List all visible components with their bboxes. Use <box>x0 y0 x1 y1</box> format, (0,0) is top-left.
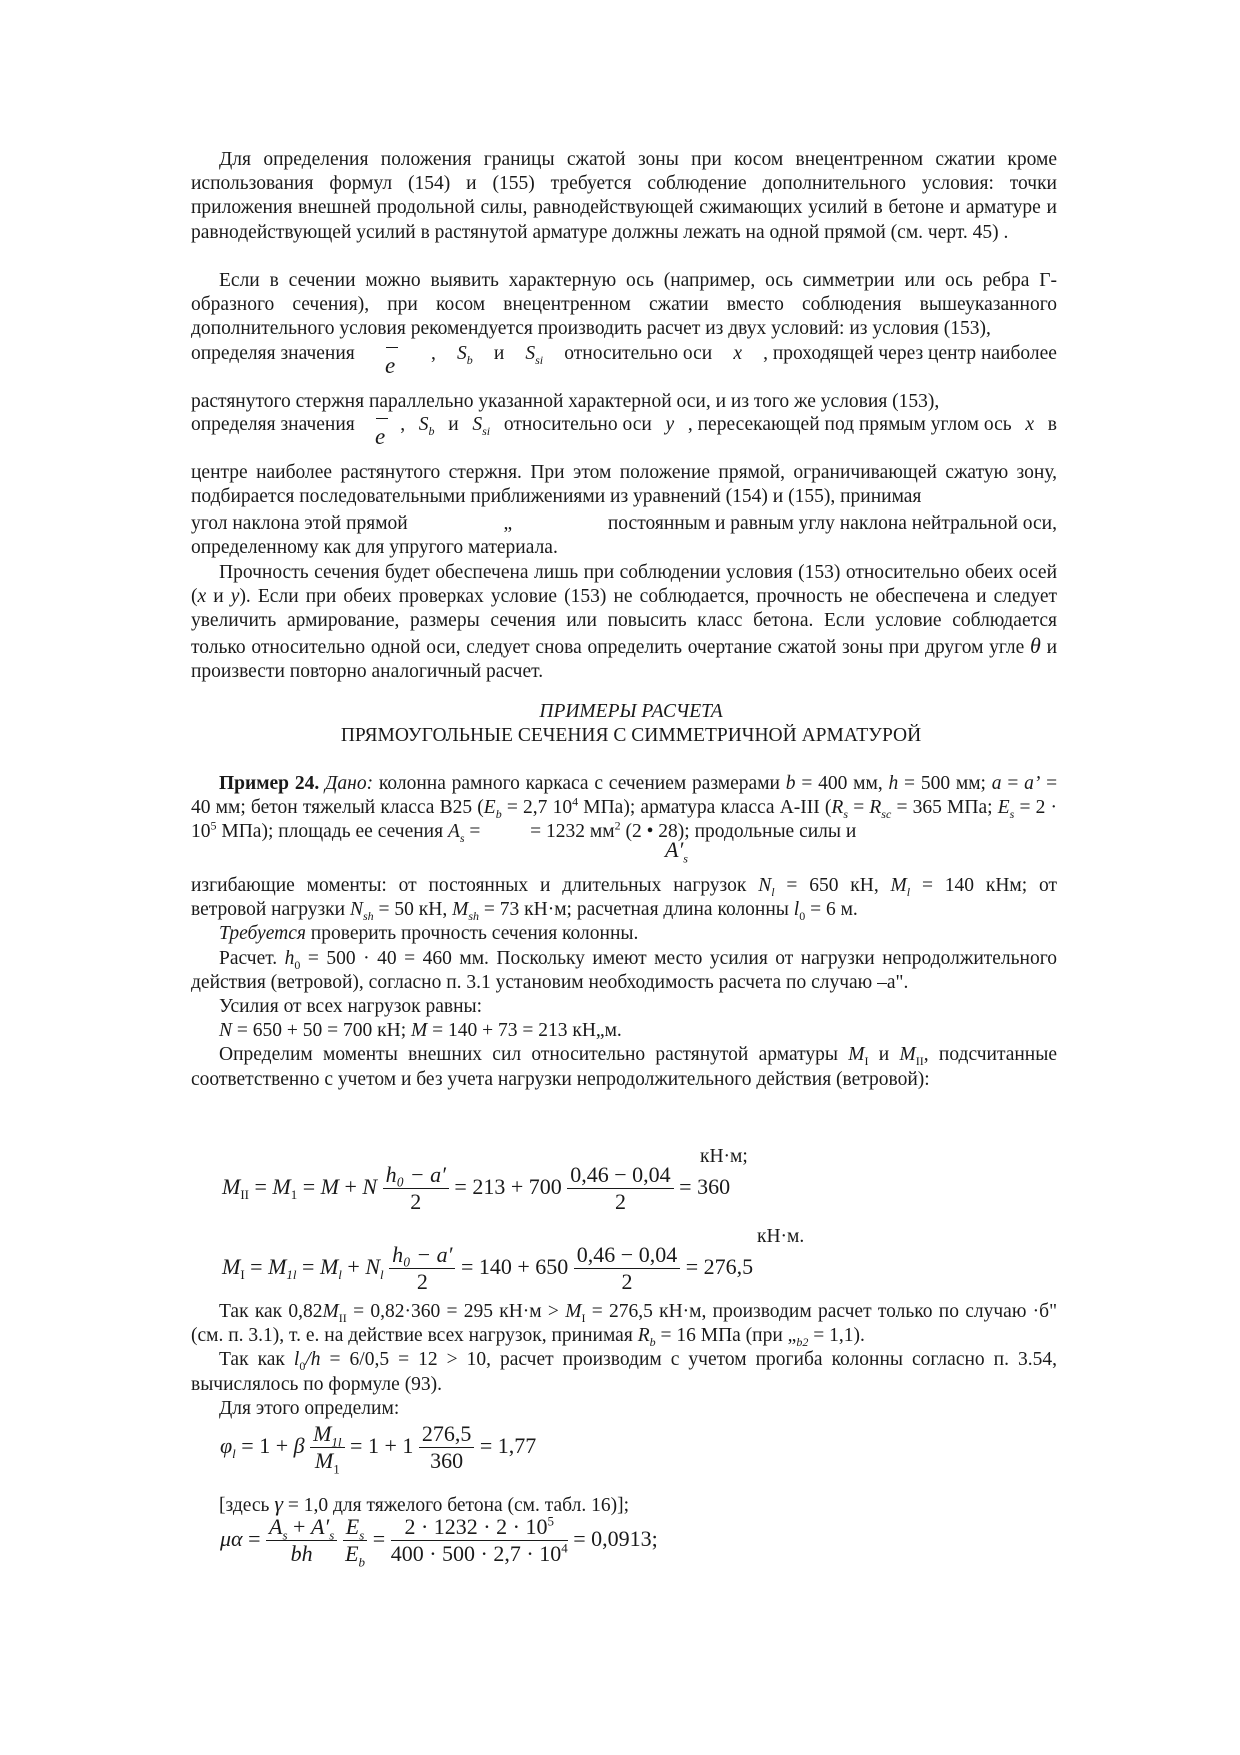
fraction: $\frac{\text{h₀ − a′}}{2}$ <box>389 1243 455 1294</box>
paragraph-boundary-condition <box>191 148 1057 245</box>
paragraph-strength: Прочность сечения будет обеспечена лишь при соблюдении условия (153) относительно обеих осей (x и y). Если при обеих проверках условие (153) не соблюдается, прочность не обеспечена и следует увеличить армирование, размеры сечения или повысить класс бетона. Если условие соблюдается только относительно одной оси, следует снова определить очертание сжатой зоны при другом угле θ и произвести повторно аналогичный расчет. <box>191 562 1058 682</box>
paragraph-text: Если в сечении можно выявить характерную ось (например, ось симметрии или ось ребра Г-образного сечения), при косом внецентренном сжатии вместо соблюдения вышеуказанного дополнительного условия рекомендуется производить расчет из двух условий: из условия (153), <box>191 270 1057 340</box>
formula1-unit: кН·м; <box>700 1146 748 1167</box>
example-24: Пример 24. Дано: колонна рамного каркаса с сечением размерами b = 400 мм, h = 500 мм; a = a’ = 40 мм; бетон тяжелый класса В25 ($E_b = 2,7$ $10^4$ МПа); арматура класса А-III ($R_s = R_{sc} = 365$ МПа; $E_s = 2 \cdot 10^5$ МПа); площадь ее сечения $A_s$ = = 1232 $мм^2$ (2 • 28); продольные силы и <box>191 773 1058 846</box>
fraction: $\frac{A_s + A'_s}{bh}$ <box>266 1515 337 1566</box>
fraction: $\frac{0,46 - 0,04}{2}$ <box>574 1243 680 1294</box>
e-bar-symbol: e <box>385 347 398 378</box>
fraction: $\frac{276,5}{360}$ <box>419 1422 475 1473</box>
paragraph-text: Для определения положения границы сжатой зоны при косом внецентренном сжатии кроме использования формул (154) и (155) требуется соблюдение дополнительного условия: точки приложения внешней продольной силы, равнодействующей сжимающих усилий в бетоне и арматуре и равнодействующей усилий в растянутой арматуре должны лежать на одной прямой (см. черт. 45) . <box>191 149 1057 243</box>
fraction: $\frac{E_s}{E_b}$ <box>343 1515 368 1566</box>
fraction: $\frac{2 \cdot 1232 \cdot 2 \cdot 10^5}{400 \cdot 500 \cdot 2,7 \cdot 10^4}$ <box>390 1513 568 1567</box>
paragraph-continuation: определенному как для упругого материала. <box>191 537 558 558</box>
formula-mu-alpha: μα = $\frac{A_s + A'_s}{bh}$ $\frac{E_s}{E_b}$ = $\frac{2 \cdot 1232 \cdot 2 \cdot 10^5}{400 \cdot 500 \cdot 2,7 \cdot 10^4}$ = 0,0913; <box>220 1513 658 1570</box>
as-prime-symbol: $A'_s$ <box>665 837 688 866</box>
formula-mI: $M_I = M_{1l} = M_l + N_l$ $\frac{\text{h₀ − a′}}{2}$ = 140 + 650 $\frac{0,46 - 0,04}{2}$ = 276,5 <box>222 1242 754 1295</box>
example-24-cont: изгибающие моменты: от постоянных и длительных нагрузок $N_l = 650$ кН, $M_l = 140$ кНм; от ветровой нагрузки $N_{sh} = 50$ кН, $M_{sh} = 73$ кН·м; расчетная длина колонны $l_0 = 6$ м. Требуется проверить прочность сечения колонны. Расчет. $h_0 = 500 \cdot 40 = 460$ мм. Поскольку имеют место усилия от нагрузки непродолжительного действия (ветровой), согласно п. 3.1 установим необходимость расчета по случаю ‒а". Усилия от всех нагрузок равны: N = 650 + 50 = 700 кН; M = 140 + 73 = 213 кН„м. Определим моменты внешних сил относительно растянутой арматуры $M_I$ и $M_{II}$, подсчитанные соответственно с учетом и без учета нагрузки непродолжительного действия (ветровой): <box>191 875 1058 1090</box>
fraction: $\frac{\text{h₀ − a′}}{2}$ <box>383 1163 449 1214</box>
fraction: $\frac{0,46 - 0,04}{2}$ <box>567 1163 673 1214</box>
formula-mII: $M_{II} = M_1 = M + N$ $\frac{\text{h₀ − a′}}{2}$ = 213 + 700 $\frac{0,46 - 0,04}{2}$ = 360 <box>222 1162 731 1215</box>
heading-title: ПРИМЕРЫ РАСЧЕТА <box>539 701 723 722</box>
paragraph-continuation: растянутого стержня параллельно указанной характерной оси, и из того же условия (153), <box>191 391 940 412</box>
heading-subtitle: ПРЯМОУГОЛЬНЫЕ СЕЧЕНИЯ С СИММЕТРИЧНОЙ АРМАТУРОЙ <box>340 725 922 747</box>
e-bar-symbol: e <box>375 418 388 449</box>
formula-phi: $\varphi_l = 1 + \beta$ $\frac{M_{1l}}{M_1}$ = 1 + 1 $\frac{276,5}{360}$ = 1,77 <box>220 1421 537 1477</box>
paragraph-continuation: центре наиболее растянутого стержня. При этом положение прямой, ограничивающей сжатую зону, подбирается последовательными приближениями из уравнений (154) и (155), принимая <box>191 462 1057 508</box>
note-gamma: [здесь γ = 1,0 для тяжелого бетона (см. табл. 16)]; <box>219 1491 630 1516</box>
line-angle: угол наклона этой прямой „ постоянным и равным углу наклона нейтральной оси, <box>191 513 1057 534</box>
line-x-axis: определяя значения , $S_b$ и $S_{si}$ относительно оси x , проходящей через центр наиболее <box>191 343 1057 367</box>
line-y-axis: определяя значения , $S_b$ и $S_{si}$ относительно оси y , пересекающей под прямым углом ось x в <box>191 414 1057 438</box>
paragraph-characteristic-axis <box>191 269 1057 342</box>
section-heading <box>191 700 1071 748</box>
paragraph-calc-case: Так как $0,82M_{II} = 0,82\cdot 360 = 295$ $кН\cdot м > M_I = 276,5$ кН·м, производим расчет только по случаю ·б" (см. п. 3.1), т. е. на действие всех нагрузок, принимая $R_b = 16$ МПа (при $„_{b2} = 1,1$). Так как $l_0/h = 6/0,5 = 12 > 10$, расчет производим с учетом прогиба колонны согласно п. 3.54, вычислялось по формуле (93). Для этого определим: <box>191 1301 1058 1419</box>
fraction: $\frac{M_{1l}}{M_1}$ <box>310 1422 344 1473</box>
formula2-unit: кН·м. <box>757 1226 805 1247</box>
